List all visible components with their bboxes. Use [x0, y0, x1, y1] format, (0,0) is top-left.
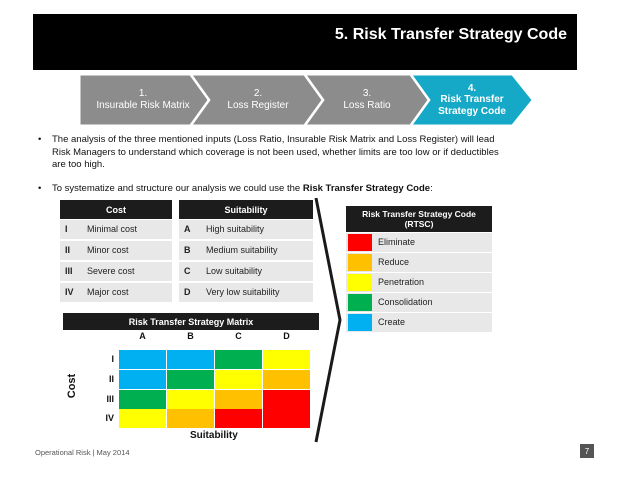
bullet-analysis-line1: The analysis of the three mentioned inputs (Loss Ratio, Insurable Risk Matrix and Loss Register) will lead [52, 134, 495, 145]
bullet-analysis [39, 134, 569, 172]
matrix-row-iii: III [106, 394, 114, 404]
suitability-row-4-num: D [184, 287, 191, 297]
step-4-label-line1: Risk Transfer [440, 94, 504, 106]
matrix-cell-iii-d [263, 390, 310, 409]
matrix-cell-iii-b [167, 390, 214, 409]
rtsc-swatch-eliminate [348, 234, 372, 251]
matrix-row-ii: II [108, 374, 114, 384]
step-1 [84, 75, 202, 125]
page-number: 7 [580, 444, 594, 458]
cost-row-2 [60, 241, 172, 260]
matrix-cell-iii-c [215, 390, 262, 409]
cost-row-1-num: I [65, 224, 68, 234]
cost-row-3-num: III [65, 266, 73, 276]
bullet-analysis-line2: Risk Managers to understand which coverage is not been used, whether limits are too low or if deductibles [52, 146, 499, 158]
suitability-row-4 [179, 283, 313, 302]
process-steps [80, 75, 535, 125]
cost-row-2-label: Minor cost [87, 245, 129, 255]
matrix-cell-i-c [215, 350, 262, 369]
matrix-col-c: C [235, 331, 242, 341]
matrix-cell-iv-b [167, 409, 214, 428]
suitability-row-1-label: High suitability [206, 224, 265, 234]
matrix-cell-ii-a [119, 370, 166, 389]
cost-row-2-num: II [65, 245, 71, 255]
suitability-row-1-num: A [184, 224, 191, 234]
matrix-col-b: B [187, 331, 194, 341]
bullet-systematize-pre: To systematize and structure our analysis we could use the [52, 183, 303, 194]
matrix-cell-iii-a [119, 390, 166, 409]
bullet-analysis-line3: are too high. [52, 159, 105, 171]
suitability-row-2-num: B [184, 245, 191, 255]
suitability-row-3-num: C [184, 266, 191, 276]
rtsc-header-line1: Risk Transfer Strategy Code [362, 208, 476, 219]
rtsc-label-reduce: Reduce [378, 257, 410, 267]
step-4-number: 4. [467, 82, 477, 94]
rtsc-header [346, 206, 492, 232]
rtsc-swatch-reduce [348, 254, 372, 271]
rtsc-row-penetration [346, 273, 492, 292]
matrix-cost-axis-label: Cost [66, 373, 79, 399]
rtsc-row-eliminate [346, 233, 492, 252]
step-4 [426, 75, 518, 125]
cost-row-4-label: Major cost [87, 287, 129, 297]
step-4-label-line2: Strategy Code [438, 105, 506, 117]
rtsc-swatch-create [348, 314, 372, 331]
matrix-cell-ii-b [167, 370, 214, 389]
rtsc-row-consolidation [346, 293, 492, 312]
matrix-suitability-axis-label: Suitability [190, 430, 238, 441]
matrix-title: Risk Transfer Strategy Matrix [63, 313, 319, 330]
step-2-label: Loss Register [227, 100, 289, 111]
bullet-systematize-post: : [430, 183, 433, 194]
step-3-number: 3. [362, 88, 372, 99]
step-1-number: 1. [138, 88, 148, 99]
matrix-cell-i-a [119, 350, 166, 369]
step-2 [208, 75, 308, 125]
step-3-label: Loss Ratio [343, 100, 391, 111]
matrix-cell-iv-d [263, 409, 310, 428]
title-bar [33, 14, 577, 70]
bullet-systematize [39, 183, 569, 196]
cost-row-1 [60, 220, 172, 239]
rtsc-swatch-consolidation [348, 294, 372, 311]
rtsc-row-create [346, 313, 492, 332]
matrix-row-i: I [111, 354, 114, 364]
suitability-row-3 [179, 262, 313, 281]
rtsc-row-reduce [346, 253, 492, 272]
matrix-row-iv: IV [105, 413, 114, 423]
rtsc-header-line2: (RTSC) [404, 219, 434, 229]
suitability-row-3-label: Low suitability [206, 266, 263, 276]
matrix-cell-i-d [263, 350, 310, 369]
bullet-marker: • [38, 134, 42, 145]
matrix-cell-iv-a [119, 409, 166, 428]
suitability-row-2 [179, 241, 313, 260]
matrix-cell-iv-c [215, 409, 262, 428]
rtsc-label-create: Create [378, 317, 406, 327]
cost-row-3-label: Severe cost [87, 266, 135, 276]
step-1-label: Insurable Risk Matrix [96, 100, 190, 111]
matrix-cell-ii-c [215, 370, 262, 389]
suitability-row-1 [179, 220, 313, 239]
footer-text: Operational Risk | May 2014 [35, 448, 130, 457]
cost-table-header: Cost [60, 200, 172, 219]
page-title: 5. Risk Transfer Strategy Code [334, 26, 567, 43]
step-3 [320, 75, 414, 125]
matrix-col-a: A [139, 331, 146, 341]
bullet-systematize-bold: Risk Transfer Strategy Code [302, 183, 431, 194]
cost-row-3 [60, 262, 172, 281]
rtsc-swatch-penetration [348, 274, 372, 291]
rtsc-label-eliminate: Eliminate [378, 237, 416, 247]
step-2-number: 2. [253, 88, 263, 99]
rtsc-label-penetration: Penetration [378, 277, 425, 287]
cost-row-1-label: Minimal cost [87, 224, 138, 234]
bullet-marker: • [38, 183, 42, 194]
suitability-table-header: Suitability [179, 200, 313, 219]
suitability-row-4-label: Very low suitability [206, 287, 280, 297]
matrix-cell-ii-d [263, 370, 310, 389]
cost-row-4 [60, 283, 172, 302]
rtsc-label-consolidation: Consolidation [378, 297, 433, 307]
matrix-col-d: D [283, 331, 290, 341]
matrix-cell-i-b [167, 350, 214, 369]
bullet-systematize-text [39, 183, 569, 196]
suitability-row-2-label: Medium suitability [206, 245, 278, 255]
cost-row-4-num: IV [65, 287, 74, 297]
